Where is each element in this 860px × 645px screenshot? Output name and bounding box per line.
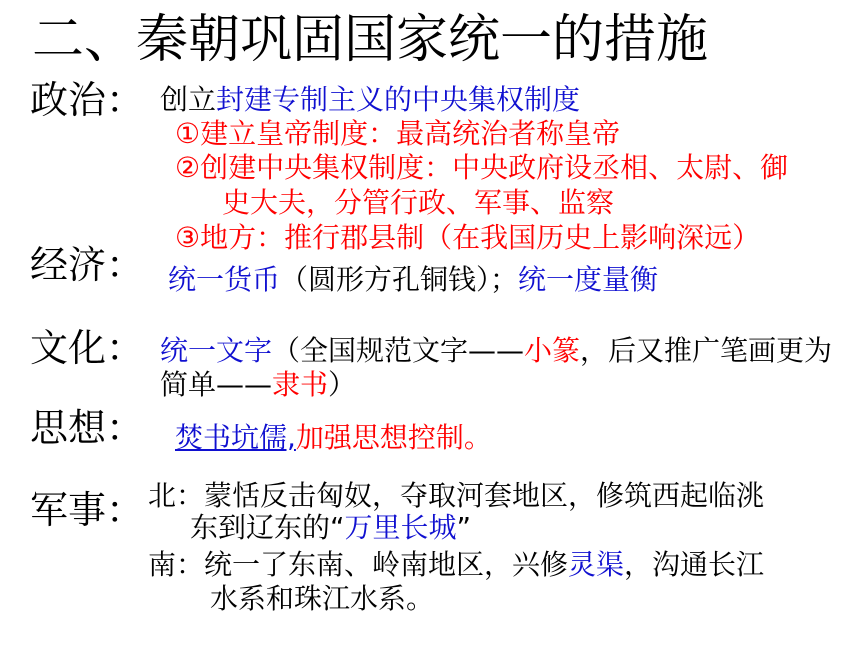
politics-central-system-line xyxy=(160,85,580,115)
section-label-military: 军事： xyxy=(30,488,145,532)
emphasis-segment: 加强思想控制。 xyxy=(295,421,492,454)
emphasis-segment: 小篆 xyxy=(524,334,581,367)
text-segment: （全国规范文字—— xyxy=(272,334,525,367)
highlight-segment: 统一度量衡 xyxy=(518,263,659,296)
politics-point-emperor: ①建立皇帝制度：最高统治者称皇帝 xyxy=(175,117,621,150)
military-south-line xyxy=(148,550,764,580)
section-label-economy: 经济： xyxy=(30,243,145,287)
section-label-thought: 思想： xyxy=(30,406,145,450)
highlight-segment: 统一文字 xyxy=(160,334,273,367)
text-segment: ） xyxy=(328,368,357,401)
highlight-segment: 统一货币 xyxy=(168,263,281,296)
highlight-segment: 万里长城 xyxy=(344,511,457,544)
thought-line xyxy=(175,423,492,453)
politics-point-local: ③地方：推行郡县制（在我国历史上影响深远） xyxy=(175,221,761,254)
emphasis-segment: 隶书 xyxy=(272,368,329,401)
text-segment: 东到辽东的“ xyxy=(190,511,345,544)
text-segment: ” xyxy=(456,511,472,544)
section-label-culture: 文化： xyxy=(30,326,145,370)
military-south-line-cont: 水系和珠江水系。 xyxy=(210,582,435,615)
slide-title: 二、秦朝巩固国家统一的措施 xyxy=(32,10,709,70)
culture-line-cont xyxy=(160,370,356,400)
highlight-segment: 焚书坑儒, xyxy=(175,421,296,454)
military-north-line-cont xyxy=(190,513,471,543)
text-segment: （圆形方孔铜钱）； xyxy=(280,263,519,296)
culture-line xyxy=(160,336,832,366)
politics-point-central-government: ②创建中央集权制度：中央政府设丞相、太尉、御 xyxy=(175,151,789,184)
text-segment: 南：统一了东南、岭南地区，兴修 xyxy=(148,548,569,581)
highlight-segment: 灵渠 xyxy=(568,548,625,581)
text-segment: ，沟通长江 xyxy=(624,548,765,581)
text-segment: 创立 xyxy=(160,83,217,116)
politics-point-central-government-cont: 史大夫，分管行政、军事、监察 xyxy=(222,186,615,219)
text-segment: 简单—— xyxy=(160,368,273,401)
section-label-politics: 政治： xyxy=(30,78,145,122)
economy-line xyxy=(168,265,658,295)
text-segment: ，后又推广笔画更为 xyxy=(580,334,833,367)
highlight-segment: 封建专制主义的中央集权制度 xyxy=(216,83,581,116)
military-north-line: 北：蒙恬反击匈奴，夺取河套地区，修筑西起临洮 xyxy=(148,479,765,512)
